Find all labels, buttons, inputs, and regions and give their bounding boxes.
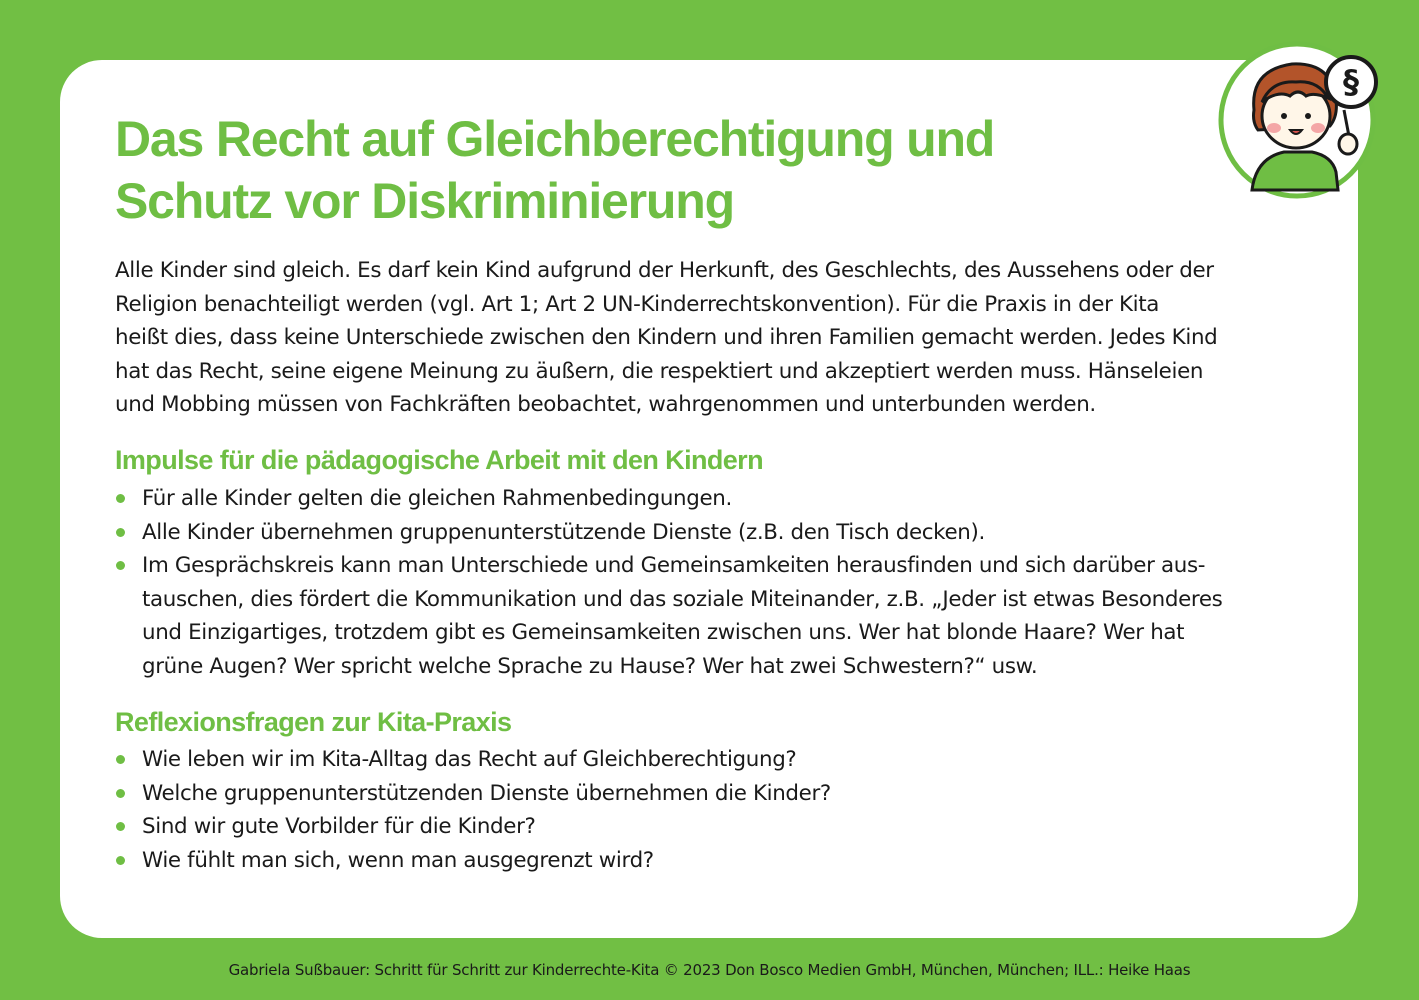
list-item: Alle Kinder übernehmen gruppenunterstützende Dienste (z.B. den Tisch decken).: [115, 516, 1315, 550]
title-line-2: Schutz vor Diskriminierung: [115, 173, 734, 229]
child-with-paragraph-sign-icon: [1214, 40, 1384, 200]
list-item: Wie leben wir im Kita-Alltag das Recht auf Gleichberechtigung?: [115, 743, 1315, 777]
intro-line: Religion benachteiligt werden (vgl. Art 1; Art 2 UN-Kinderrechtskonvention). Für die Praxis in der Kita: [115, 291, 1160, 317]
reflexion-heading: Reflexionsfragen zur Kita-Praxis: [115, 707, 512, 737]
impulse-heading: Impulse für die pädagogische Arbeit mit den Kindern: [115, 445, 763, 475]
footer-credits: Gabriela Sußbauer: Schritt für Schritt zur Kinderrechte-Kita © 2023 Don Bosco Medien GmbH, München, München; ILL.: Heike Haas: [228, 961, 1191, 979]
list-item: Sind wir gute Vorbilder für die Kinder?: [115, 810, 1315, 844]
list-item: Wie fühlt man sich, wenn man ausgegrenzt wird?: [115, 844, 1315, 878]
list-item: Für alle Kinder gelten die gleichen Rahmenbedingungen.: [115, 482, 1315, 516]
paragraph-sign-symbol: §: [1343, 63, 1359, 101]
intro-paragraph: [115, 254, 1315, 422]
reflexion-list: [115, 743, 1315, 877]
bullet-dot-icon: [116, 528, 125, 537]
list-item: Welche gruppenunterstützenden Dienste übernehmen die Kinder?: [115, 777, 1315, 811]
impulse-list: [115, 482, 1315, 683]
list-item: Im Gesprächskreis kann man Unterschiede und Gemeinsamkeiten herausfinden und sich darüber aus- tauschen, dies fördert die Kommunikation und das soziale Miteinander, z.B. „Jeder ist etwas Besonderes und Einzigartiges, trotzdem gibt es Gemeinsamkeiten zwischen uns. Wer hat blonde Haare? Wer hat grüne Augen? Wer spricht welche Sprache zu Hause? Wer hat zwei Schwestern?“ usw.: [115, 549, 1315, 683]
intro-line: hat das Recht, seine eigene Meinung zu äußern, die respektiert und akzeptiert werden muss. Hänseleien: [115, 358, 1204, 384]
bullet-dot-icon: [116, 494, 125, 503]
title-line-1: Das Recht auf Gleichberechtigung und: [115, 111, 995, 167]
bullet-dot-icon: [116, 856, 125, 865]
intro-line: heißt dies, dass keine Unterschiede zwischen den Kindern und ihren Familien gemacht werden. Jedes Kind: [115, 325, 1218, 350]
page-title: [115, 108, 1195, 232]
bullet-dot-icon: [116, 822, 125, 831]
bullet-dot-icon: [116, 789, 125, 798]
intro-line: und Mobbing müssen von Fachkräften beobachtet, wahrgenommen und unterbunden werden.: [115, 392, 1096, 417]
bullet-dot-icon: [116, 755, 125, 764]
intro-line: Alle Kinder sind gleich. Es darf kein Kind aufgrund der Herkunft, des Geschlechts, des Aussehens oder der: [115, 258, 1214, 283]
bullet-dot-icon: [116, 561, 125, 570]
